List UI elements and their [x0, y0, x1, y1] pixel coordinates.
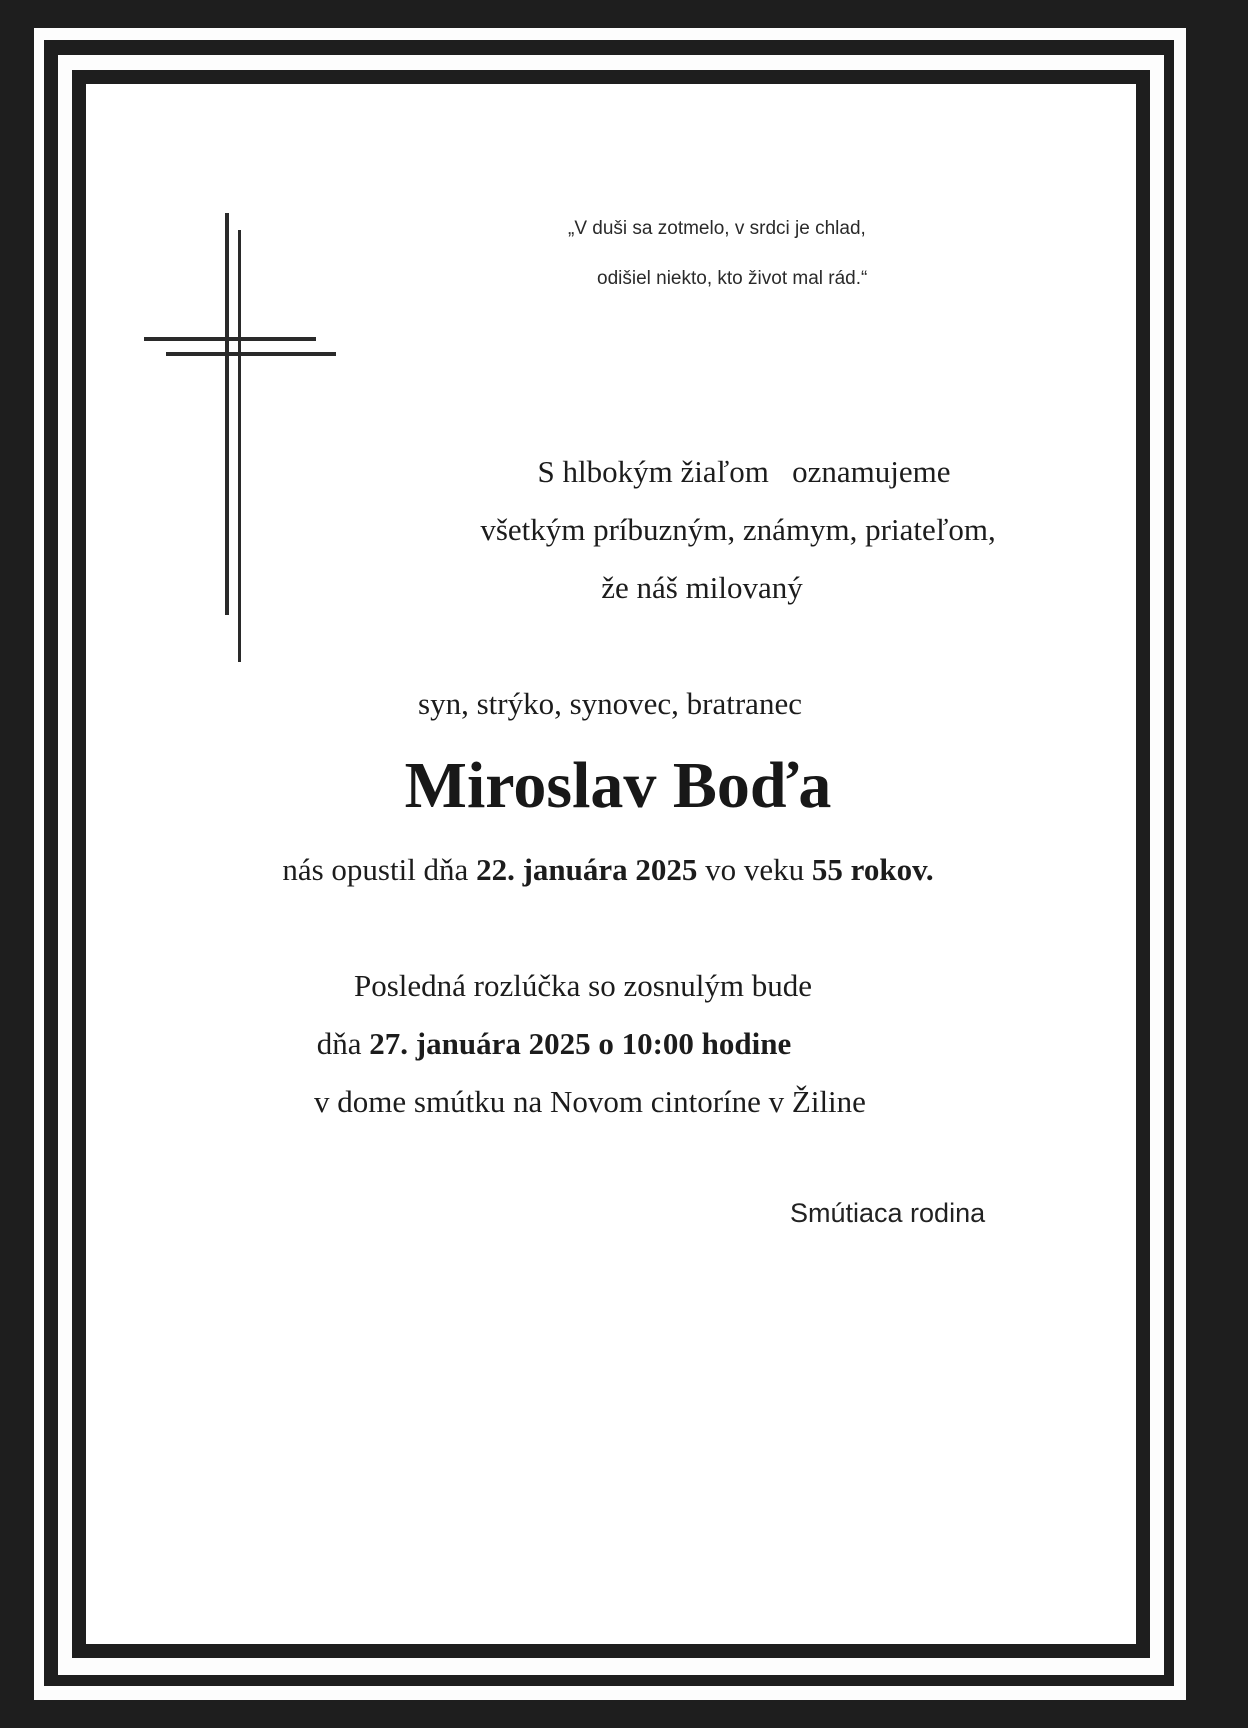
deceased-name: Miroslav Boďa [404, 749, 832, 822]
signature: Smútiaca rodina [790, 1198, 986, 1228]
death-middle: vo veku [697, 852, 812, 887]
cross-horizontal-bar-1 [144, 337, 316, 341]
death-prefix: nás opustil dňa [282, 852, 477, 887]
farewell-prefix: dňa [316, 1026, 370, 1061]
death-age: 55 rokov. [811, 852, 934, 887]
quote-line-1: „V duši sa zotmelo, v srdci je chlad, [568, 218, 866, 239]
death-line [0, 852, 1232, 888]
cross-horizontal-bar-2 [166, 352, 336, 356]
announcement-line-2: všetkým príbuzným, známym, priateľom, [480, 512, 996, 547]
relations-line: syn, strýko, synovec, bratranec [418, 686, 802, 721]
farewell-datetime: 27. januára 2025 o 10:00 hodine [369, 1026, 792, 1061]
announcement-line-1: S hlbokým žiaľom oznamujeme [537, 454, 951, 489]
death-date: 22. januára 2025 [476, 852, 698, 887]
cross-vertical-bar-1 [225, 213, 229, 615]
farewell-line-2 [0, 1026, 1178, 1062]
farewell-line-1: Posledná rozlúčka so zosnulým bude [353, 968, 813, 1003]
announcement-line-3: že náš milovaný [601, 570, 803, 605]
quote-line-2: odišiel niekto, kto život mal rád.“ [597, 268, 868, 289]
farewell-line-3: v dome smútku na Novom cintoríne v Žiline [314, 1084, 866, 1119]
